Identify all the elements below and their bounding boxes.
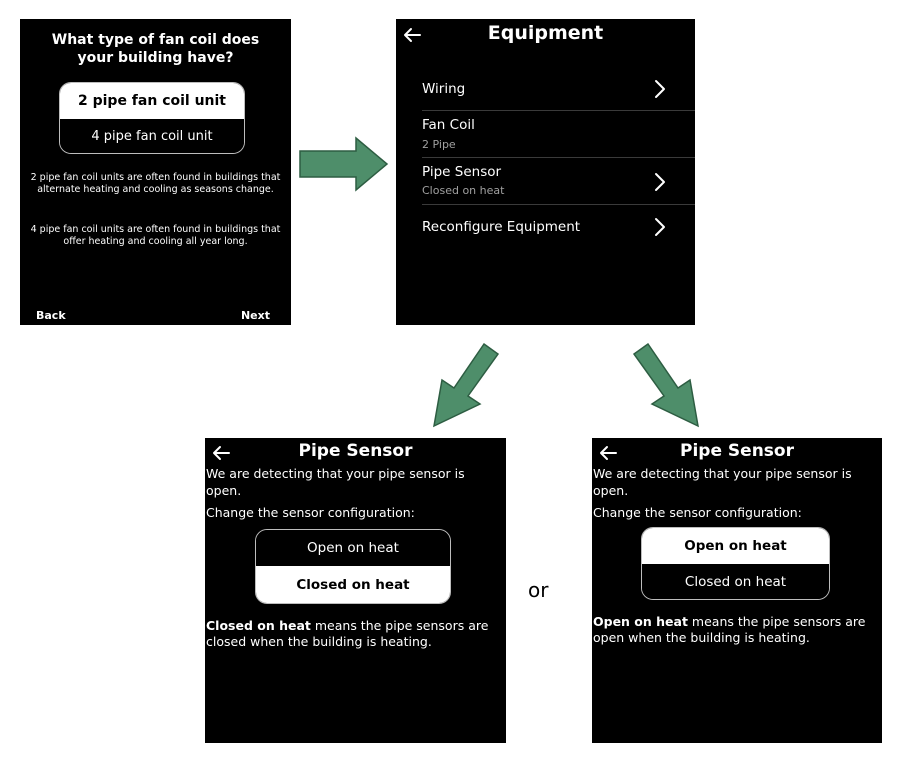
explanation-bold: Open on heat [593,614,688,629]
explanation-rest: means the pipe sensors are closed when the building is heating. [206,618,489,649]
explanation-text [206,618,502,650]
question-title: What type of fan coil does your building have? [51,32,260,66]
fan-coil-selector [59,82,245,154]
change-text: Change the sensor configuration: [593,505,802,520]
option-open-on-heat[interactable]: Open on heat [642,528,829,564]
change-text: Change the sensor configuration: [206,505,415,520]
chevron-right-icon [654,217,666,237]
equipment-title: Equipment [487,22,604,44]
sensor-config-selector [255,529,451,604]
explanation-rest: means the pipe sensors are open when the building is heating. [593,614,866,645]
chevron-right-icon [654,79,666,99]
menu-item-pipe-sensor[interactable] [396,158,695,204]
equipment-screen [396,19,695,325]
description-2-pipe: 2 pipe fan coil units are often found in buildings that alternate heating and cooling as seasons change. [30,172,281,195]
fan-coil-type-screen [20,19,291,325]
arrow-down-left-icon [428,340,504,430]
option-4-pipe[interactable]: 4 pipe fan coil unit [60,119,244,153]
next-button[interactable]: Next [240,309,270,322]
option-open-on-heat[interactable]: Open on heat [256,530,450,566]
detect-text: We are detecting that your pipe sensor is open. [206,466,465,498]
pipe-sensor-title: Pipe Sensor [680,441,794,461]
menu-item-wiring[interactable] [396,73,695,109]
fan-coil-value: 2 Pipe [422,138,456,151]
arrow-right-icon [298,135,390,193]
explanation-text [593,614,879,646]
arrow-down-right-icon [628,340,704,430]
pipe-sensor-closed-screen [205,438,506,743]
option-closed-on-heat[interactable]: Closed on heat [642,564,829,599]
menu-item-fan-coil [396,111,695,157]
sensor-config-selector [641,527,830,600]
back-button[interactable]: Back [36,309,66,322]
detect-text: We are detecting that your pipe sensor is open. [593,466,852,498]
reconfigure-label: Reconfigure Equipment [422,219,581,235]
option-closed-on-heat[interactable]: Closed on heat [256,566,450,603]
divider [422,204,695,205]
pipe-sensor-title: Pipe Sensor [298,441,413,461]
description-4-pipe: 4 pipe fan coil units are often found in buildings that offer heating and cooling all year long. [30,224,281,247]
fan-coil-label: Fan Coil [422,117,475,133]
pipe-sensor-value: Closed on heat [422,184,505,197]
option-2-pipe[interactable]: 2 pipe fan coil unit [60,83,244,119]
or-label: or [528,578,549,602]
pipe-sensor-open-screen [592,438,882,743]
pipe-sensor-label: Pipe Sensor [422,164,502,180]
explanation-bold: Closed on heat [206,618,311,633]
menu-item-reconfigure[interactable] [396,211,695,247]
chevron-right-icon [654,172,666,192]
wiring-label: Wiring [422,81,466,97]
